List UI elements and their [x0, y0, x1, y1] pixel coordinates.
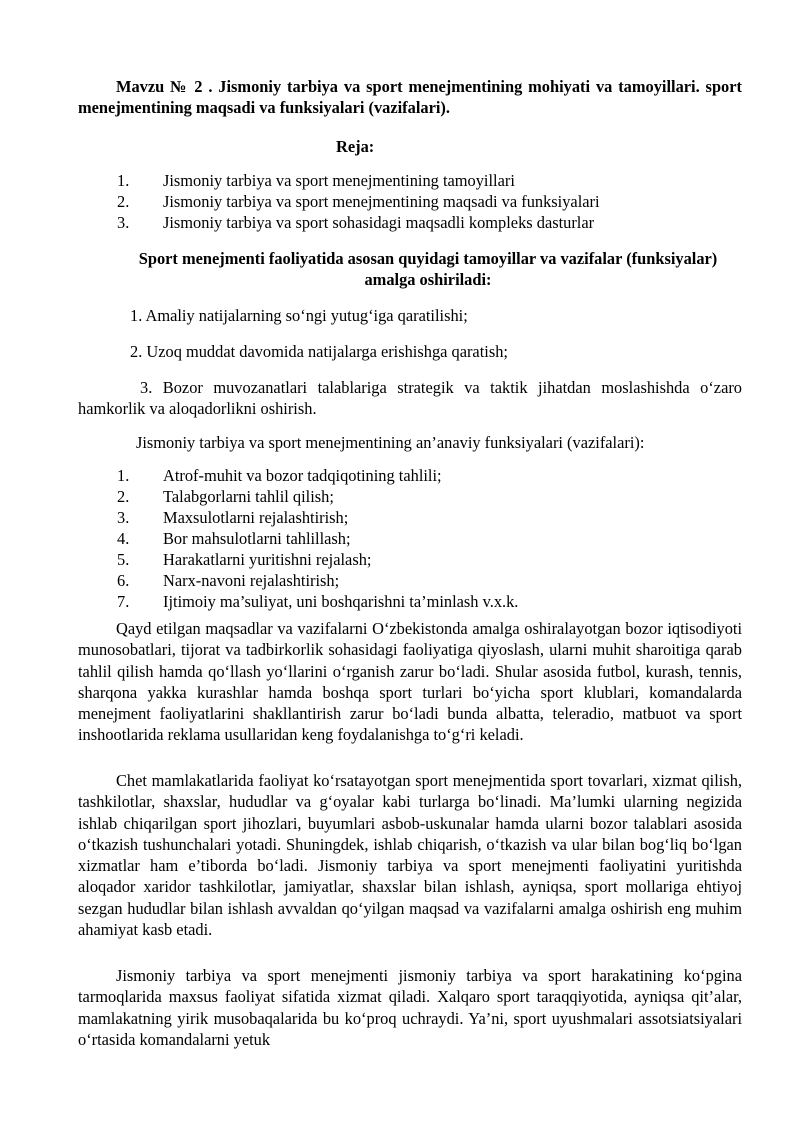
- plan-item-number: 2.: [117, 192, 130, 211]
- function-item-text: Ijtimoiy ma’suliyat, uni boshqarishni ta’minlash v.x.k.: [163, 592, 519, 611]
- plan-item-text: Jismoniy tarbiya va sport menejmentining tamoyillari: [163, 171, 515, 190]
- page-title: Mavzu № 2 . Jismoniy tarbiya va sport menejmentining mohiyati va tamoyillari. sport menejmentining maqsadi va funksiyalari (vazifalari).: [78, 77, 742, 118]
- function-item-text: Harakatlarni yuritishni rejalash;: [163, 550, 372, 569]
- function-item-number: 1.: [117, 466, 130, 485]
- section-subheading: Sport menejmenti faoliyatida asosan quyidagi tamoyillar va vazifalar (funksiyalar) amalga oshiriladi:: [138, 249, 718, 290]
- plan-item-text: Jismoniy tarbiya va sport sohasidagi maqsadli kompleks dasturlar: [163, 213, 595, 232]
- function-item-text: Bor mahsulotlarni tahlillash;: [163, 529, 351, 548]
- plan-item-number: 3.: [117, 213, 130, 232]
- function-item-text: Talabgorlarni tahlil qilish;: [163, 487, 334, 506]
- function-item-number: 6.: [117, 571, 130, 590]
- body-paragraph: Jismoniy tarbiya va sport menejmenti jismoniy tarbiya va sport harakatining ko‘pgina tarmoqlarida maxsus faoliyat sifatida xizmat qiladi. Xalqaro sport taraqqiyotida, ayniqsa qit’alar, mamlakatning yirik musobaqalarida bu ko‘proq uchraydi. Ya’ni, sport uyushmalari assotsiatsiyalari o‘rtasida komandalarni yetuk: [78, 966, 742, 1049]
- principle-item: 3. Bozor muvozanatlari talablariga strategik va taktik jihatdan moslashishda o‘zaro hamkorlik va aloqadorlikni oshirish.: [78, 378, 742, 419]
- principle-item: 1. Amaliy natijalarning so‘ngi yutug‘iga qaratilishi;: [130, 306, 468, 325]
- body-paragraph: Chet mamlakatlarida faoliyat ko‘rsatayotgan sport menejmentida sport tovarlari, xizmat qilish, tashkilotlar, shaxslar, hududlar va g‘oyalar kabi turlarga bo‘linadi. Ma’lumki ularning negizida ishlab chiqarilgan sport jihozlari, buyumlari asbob-uskunalar hamda ularni bozor talablari asosida o‘tkazish tushunchalari yotadi. Shuningdek, ishlab chiqarish, o‘tkazish va ular bilan bog‘liq bo‘lgan xizmatlar ham e’tiborda bo‘ladi. Jismoniy tarbiya va sport menejmenti faoliyatini yuritishda aloqador xaridor tashkilotlar, jamiyatlar, shaxslar bilan ishlash, ayniqsa, sport mollariga ehtiyoj sezgan hududlar bilan ishlash avvaldan qo‘yilgan maqsad va vazifalarni amalga oshirish eng muhim ahamiyat kasb etadi.: [78, 771, 742, 940]
- plan-heading: Reja:: [336, 137, 375, 156]
- function-item-text: Maxsulotlarni rejalashtirish;: [163, 508, 349, 527]
- function-item-text: Narx-navoni rejalashtirish;: [163, 571, 340, 590]
- functions-intro: Jismoniy tarbiya va sport menejmentining an’anaviy funksiyalari (vazifalari):: [136, 433, 645, 452]
- function-item-number: 2.: [117, 487, 130, 506]
- function-item-text: Atrof-muhit va bozor tadqiqotining tahlili;: [163, 466, 442, 485]
- plan-item-text: Jismoniy tarbiya va sport menejmentining maqsadi va funksiyalari: [163, 192, 600, 211]
- principle-item: 2. Uzoq muddat davomida natijalarga erishishga qaratish;: [130, 342, 508, 361]
- function-item-number: 3.: [117, 508, 130, 527]
- function-item-number: 5.: [117, 550, 130, 569]
- body-paragraph: Qayd etilgan maqsadlar va vazifalarni O‘zbekistonda amalga oshiralayotgan bozor iqtisodiyoti munosobatlari, tijorat va tadbirkorlik sohasidagi faoliyatiga qiyoslash, ularni muhit sharoitiga qarab tahlil qilish hamda qo‘llash yo‘llarini o‘rganish zarur bo‘ladi. Shular asosida futbol, kurash, tennis, sharqona yakka kurashlar hamda boshqa sport turlari bo‘yicha sport klublari, komandalarda menejment faoliyatlarini shakllantirish zarur bo‘ladi bunda albatta, teleradio, matbuot va sport inshootlarida reklama usullaridan keng foydalanishga to‘g‘ri keladi.: [78, 619, 742, 745]
- function-item-number: 7.: [117, 592, 130, 611]
- function-item-number: 4.: [117, 529, 130, 548]
- plan-item-number: 1.: [117, 171, 130, 190]
